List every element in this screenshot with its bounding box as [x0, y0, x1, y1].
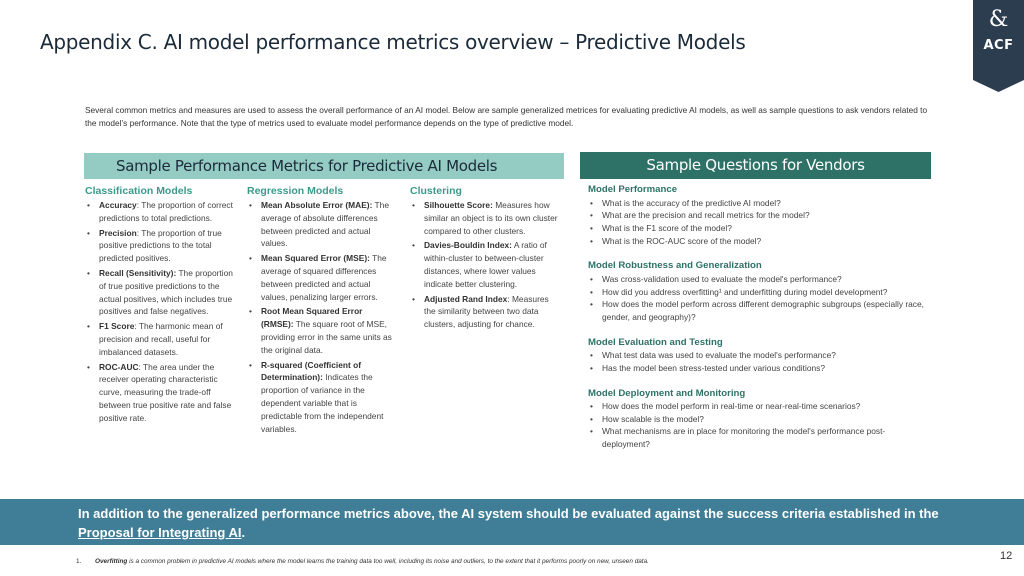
question-section-title: Model Performance	[588, 184, 678, 195]
metric-item: • Mean Absolute Error (MAE): The average of absolute differences between predicted and actual values.	[247, 199, 397, 250]
questions-section-header: Sample Questions for Vendors	[580, 152, 931, 179]
clustering-column	[410, 185, 560, 333]
page-title: Appendix C. AI model performance metrics overview – Predictive Models	[40, 30, 746, 54]
regression-heading: Regression Models	[247, 185, 344, 197]
metric-item: • F1 Score: The harmonic mean of precision and recall, useful for imbalanced datasets.	[85, 320, 235, 358]
regression-column	[247, 185, 397, 437]
question-item: • What is the accuracy of the predictive AI model?	[588, 197, 933, 210]
logo-text: ACF	[983, 38, 1014, 53]
callout-banner-text: In addition to the generalized performance metrics above, the AI system should be evaluated against the success criteria established in the Proposal for Integrating AI.	[78, 506, 939, 540]
metric-item: • R-squared (Coefficient of Determination): Indicates the proportion of variance in the dependent variable that is predictable from the independent variables.	[247, 359, 397, 436]
metric-item: • Adjusted Rand Index: Measures the similarity between two data clusters, adjusting for chance.	[410, 293, 560, 331]
metric-item: • Silhouette Score: Measures how similar an object is to its own cluster compared to other clusters.	[410, 199, 560, 237]
question-item: • Has the model been stress-tested under various conditions?	[588, 362, 933, 375]
clustering-heading: Clustering	[410, 185, 462, 197]
question-section	[588, 388, 933, 451]
question-section	[588, 260, 933, 323]
footnote-text: is a common problem in predictive AI models where the model learns the training data too well, including its noise and outliers, to the extent that it performs poorly on new, unseen data.	[127, 558, 649, 565]
acf-logo	[973, 0, 1024, 92]
question-item: • What test data was used to evaluate the model's performance?	[588, 349, 933, 362]
vendor-questions-column	[588, 184, 933, 464]
logo-ampersand: &	[988, 7, 1009, 32]
metric-item: • Davies-Bouldin Index: A ratio of within-cluster to between-cluster distances, where lower values indicate better clustering.	[410, 239, 560, 290]
question-item: • What is the F1 score of the model?	[588, 222, 933, 235]
question-item: • How does the model perform across different demographic subgroups (especially race, gender, and geography)?	[588, 298, 933, 323]
question-item: • What is the ROC-AUC score of the model?	[588, 235, 933, 248]
metric-item: • Recall (Sensitivity): The proportion of true positive predictions to the actual positives, which includes true positives and false negatives.	[85, 267, 235, 318]
footnote-number: 1.	[76, 558, 82, 565]
question-item: • How did you address overfitting¹ and underfitting during model development?	[588, 286, 933, 299]
question-section-title: Model Deployment and Monitoring	[588, 387, 746, 399]
question-item: • How scalable is the model?	[588, 413, 933, 426]
question-item: • How does the model perform in real-time or near-real-time scenarios?	[588, 400, 933, 413]
question-item: • Was cross-validation used to evaluate the model's performance?	[588, 273, 933, 286]
metrics-section-header: Sample Performance Metrics for Predictive AI Models	[84, 153, 564, 179]
metric-item: • Mean Squared Error (MSE): The average of squared differences between predicted and actual values, penalizing larger errors.	[247, 252, 397, 303]
proposal-link[interactable]: Proposal for Integrating AI	[78, 525, 242, 540]
page-number: 12	[1000, 550, 1013, 562]
question-item: • What are the precision and recall metrics for the model?	[588, 209, 933, 222]
question-section	[588, 184, 933, 247]
footnote-term: Overfitting	[95, 558, 128, 565]
question-item: • What mechanisms are in place for monitoring the model's performance post-deployment?	[588, 425, 933, 450]
metric-item: • Root Mean Squared Error (RMSE): The square root of MSE, providing error in the same units as the original data.	[247, 305, 397, 356]
footnote	[76, 558, 649, 565]
classification-column	[85, 185, 235, 427]
classification-heading: Classification Models	[85, 185, 193, 197]
question-section-title: Model Evaluation and Testing	[588, 336, 723, 348]
metric-item: • ROC-AUC: The area under the receiver operating characteristic curve, measuring the trade-off between true positive rate and false positive rate.	[85, 361, 235, 425]
question-section-title: Model Robustness and Generalization	[588, 260, 762, 272]
metric-item: • Accuracy: The proportion of correct predictions to total predictions.	[85, 199, 235, 225]
metric-item: • Precision: The proportion of true positive predictions to the total predicted positives.	[85, 227, 235, 265]
intro-paragraph: Several common metrics and measures are used to assess the overall performance of an AI model. Below are sample generalized metrices for evaluating predictive AI models, as well as sample questions to ask vendors related to the model’s performance. Note that the type of metrics used to evaluate model performance depends on the type of predictive model.	[85, 105, 928, 128]
question-section	[588, 337, 933, 375]
